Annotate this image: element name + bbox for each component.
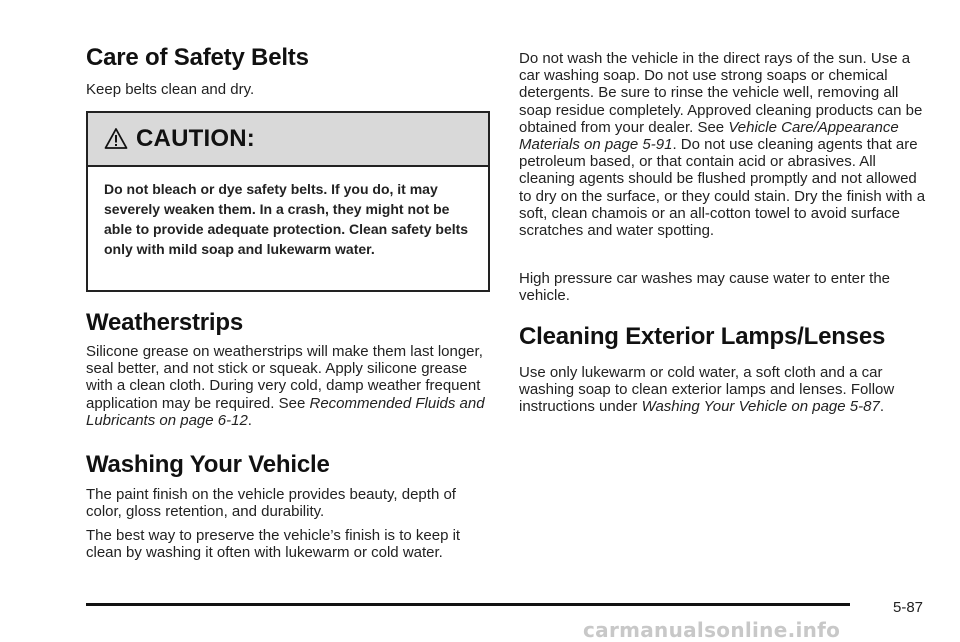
watermark: carmanualsonline.info [583,618,841,642]
washing-instructions-part-1: Do not wash the vehicle in the direct rays of the sun. Use a car washing soap. Do not use strong soaps or chemical detergents. Be sure to rinse the vehicle well, removing all soap residue completely. Approved cleaning products can be obtained from your dealer. See [519,50,923,136]
washing-vehicle-page-reference: Washing Your Vehicle on page 5-87 [641,398,880,416]
page-number: 5-87 [893,599,924,616]
washing-instructions-paragraph [519,50,929,239]
washing-paragraph-2: The best way to preserve the vehicle’s finish is to keep it clean by washing it often with lukewarm or cold water. [86,527,461,562]
weatherstrips-period: . [247,411,252,429]
cleaning-lamps-body: Use only lukewarm or cold water, a soft cloth and a car washing soap to clean exterior lamps and lenses. Follow instructions under [519,364,895,416]
caution-title: CAUTION: [136,125,255,152]
vehicle-care-page-reference: Vehicle Care/Appearance Materials on page 5-91 [519,118,899,154]
weatherstrips-body: Silicone grease on weatherstrips will make them last longer, seal better, and not stick or squeak. Apply silicone grease with a clean cloth. During very cold, damp weather frequent application may be required. See [86,343,483,412]
care-of-safety-belts-text: Keep belts clean and dry. [86,81,255,98]
caution-header [88,113,488,167]
weatherstrips-heading: Weatherstrips [86,309,244,336]
cleaning-exterior-lamps-heading: Cleaning Exterior Lamps/Lenses [519,323,886,350]
caution-icon [104,127,128,151]
cleaning-lamps-period: . [879,398,884,416]
cleaning-lamps-text [519,364,929,416]
caution-box [86,111,490,292]
weatherstrips-page-reference: Recommended Fluids and Lubricants on page 6-12 [86,394,485,429]
high-pressure-paragraph: High pressure car washes may cause water to enter the vehicle. [519,270,891,305]
washing-instructions-part-2: . Do not use cleaning agents that are petroleum based, or that contain acid or abrasives. All cleaning agents should be flushed promptly and not allowed to dry on the surface, or they could stain. Dry the finish with a soft, clean chamois or an all-cotton towel to avoid surface scratches and water spotting. [519,136,926,240]
weatherstrips-text [86,343,496,429]
care-of-safety-belts-heading: Care of Safety Belts [86,44,309,71]
footer-rule [86,603,850,606]
washing-your-vehicle-heading: Washing Your Vehicle [86,451,330,478]
caution-body: Do not bleach or dye safety belts. If you do, it may severely weaken them. In a crash, they might not be able to provide adequate protection. Clean safety belts only with mild soap and lukewarm water. [104,181,469,257]
washing-paragraph-1: The paint finish on the vehicle provides beauty, depth of color, gloss retention, and durability. [86,486,456,521]
